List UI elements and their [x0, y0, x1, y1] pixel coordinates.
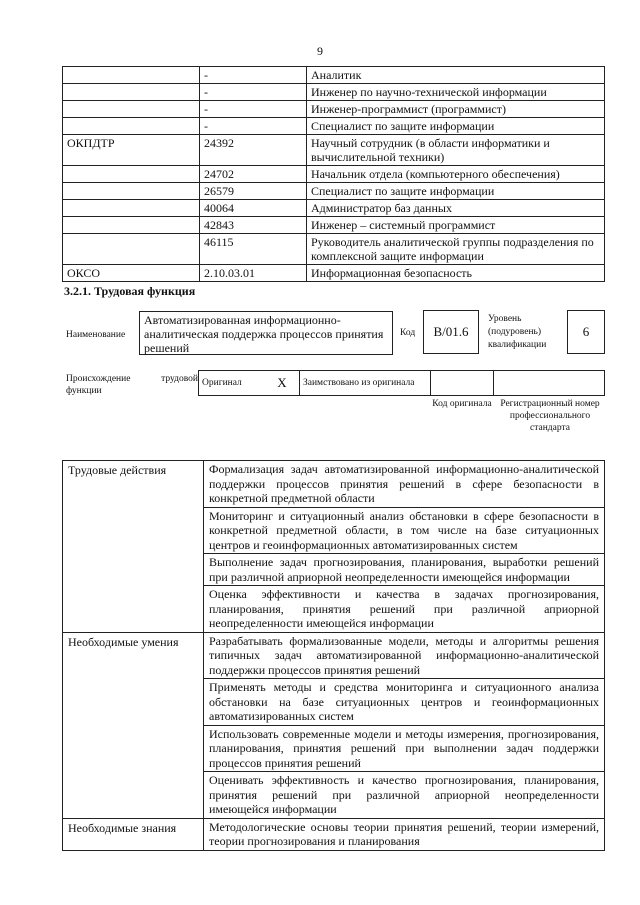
category-item: Формализация задач автоматизированной информационно-аналитической поддержки процессов принятия решений в сфере безопасности в конкретной предметной области — [204, 461, 605, 508]
code-type-cell — [63, 101, 200, 118]
function-code: B/01.6 — [423, 310, 479, 354]
category-item: Методологические основы теории принятия решений, теории измерений, теории прогнозирования и планирования — [204, 818, 605, 850]
name-label: Наименование — [66, 330, 126, 340]
original-mark: X — [265, 371, 300, 396]
category-title: Трудовые действия — [63, 461, 204, 633]
classification-row — [63, 200, 605, 217]
category-item: Выполнение задач прогнозирования, планирования, выработки решений при различной априорной неопределенности имеющейся информации — [204, 554, 605, 586]
category-title: Необходимые знания — [63, 818, 204, 850]
code-type-cell — [63, 118, 200, 135]
occupation-cell: Аналитик — [307, 67, 605, 84]
code-type-cell: ОКСО — [63, 265, 200, 282]
occupation-cell: Инженер – системный программист — [307, 217, 605, 234]
reg-number-cell — [494, 371, 605, 396]
code-type-cell — [63, 200, 200, 217]
classification-row — [63, 84, 605, 101]
function-row — [63, 632, 605, 679]
code-cell: - — [200, 67, 307, 84]
level-label: Уровень (подуровень) квалификации — [488, 314, 547, 350]
classification-row — [63, 265, 605, 282]
borrowed-label: Заимствовано из оригинала — [300, 371, 431, 396]
code-original-cell — [431, 371, 494, 396]
code-cell: 46115 — [200, 234, 307, 265]
occupation-cell: Инженер-программист (программист) — [307, 101, 605, 118]
occupation-cell: Научный сотрудник (в области информатики и вычислительной техники) — [307, 135, 605, 166]
occupation-cell: Администратор баз данных — [307, 200, 605, 217]
category-item: Применять методы и средства мониторинга и ситуационного анализа обстановки на базе ситуационных центров и геоинформационных автоматизированных систем — [204, 679, 605, 726]
origin-label: Происхождение трудовой функции — [66, 374, 198, 396]
original-label: Оригинал — [199, 371, 266, 396]
page-number: 9 — [317, 44, 323, 58]
category-item: Разрабатывать формализованные модели, методы и алгоритмы решения типичных задач автоматизированной информационно-аналитической поддержки процессов принятия решений — [204, 632, 605, 679]
code-cell: 40064 — [200, 200, 307, 217]
function-row — [63, 461, 605, 508]
code-type-cell — [63, 183, 200, 200]
code-cell: - — [200, 84, 307, 101]
code-cell: 26579 — [200, 183, 307, 200]
qualification-level: 6 — [567, 310, 605, 354]
code-type-cell — [63, 234, 200, 265]
function-table — [62, 460, 605, 851]
code-type-cell — [63, 67, 200, 84]
function-row — [63, 818, 605, 850]
function-name: Автоматизированная информационно-аналитическая поддержка процессов принятия решений — [139, 311, 393, 355]
classification-table — [62, 66, 605, 282]
occupation-cell: Инженер по научно-технической информации — [307, 84, 605, 101]
category-item: Оценивать эффективность и качество прогнозирования, планирования, принятия решений при различной априорной неопределенности имеющейся информации — [204, 772, 605, 819]
classification-row — [63, 183, 605, 200]
occupation-cell: Специалист по защите информации — [307, 118, 605, 135]
section-title: 3.2.1. Трудовая функция — [64, 284, 196, 298]
classification-row — [63, 118, 605, 135]
origin-table — [198, 370, 605, 396]
code-cell: - — [200, 101, 307, 118]
code-cell: 24702 — [200, 166, 307, 183]
category-item: Использовать современные модели и методы измерения, прогнозирования, планирования, принятия решений при выполнении задач поддержки процессов принятия решений — [204, 725, 605, 772]
classification-row — [63, 166, 605, 183]
occupation-cell: Начальник отдела (компьютерного обеспечения) — [307, 166, 605, 183]
classification-row — [63, 234, 605, 265]
category-item: Мониторинг и ситуационный анализ обстановки в сфере безопасности в конкретной предметной области, в том числе на базе ситуационных центров и геоинформационных автоматизированных систем — [204, 507, 605, 554]
occupation-cell: Информационная безопасность — [307, 265, 605, 282]
classification-row — [63, 135, 605, 166]
reg-number-label: Регистрационный номер профессионального стандарта — [500, 399, 600, 433]
occupation-cell: Руководитель аналитической группы подразделения по комплексной защите информации — [307, 234, 605, 265]
classification-row — [63, 217, 605, 234]
code-original-label: Код оригинала — [432, 399, 492, 409]
category-item: Оценка эффективности и качества в задачах прогнозирования, планирования, принятия решений при различной априорной неопределенности имеющейся информации — [204, 586, 605, 633]
classification-row — [63, 101, 605, 118]
code-cell: 42843 — [200, 217, 307, 234]
code-type-cell — [63, 166, 200, 183]
code-type-cell: ОКПДТР — [63, 135, 200, 166]
code-cell: 24392 — [200, 135, 307, 166]
category-title: Необходимые умения — [63, 632, 204, 818]
code-label: Код — [400, 328, 416, 338]
code-type-cell — [63, 84, 200, 101]
classification-row — [63, 67, 605, 84]
code-cell: 2.10.03.01 — [200, 265, 307, 282]
code-type-cell — [63, 217, 200, 234]
occupation-cell: Специалист по защите информации — [307, 183, 605, 200]
code-cell: - — [200, 118, 307, 135]
